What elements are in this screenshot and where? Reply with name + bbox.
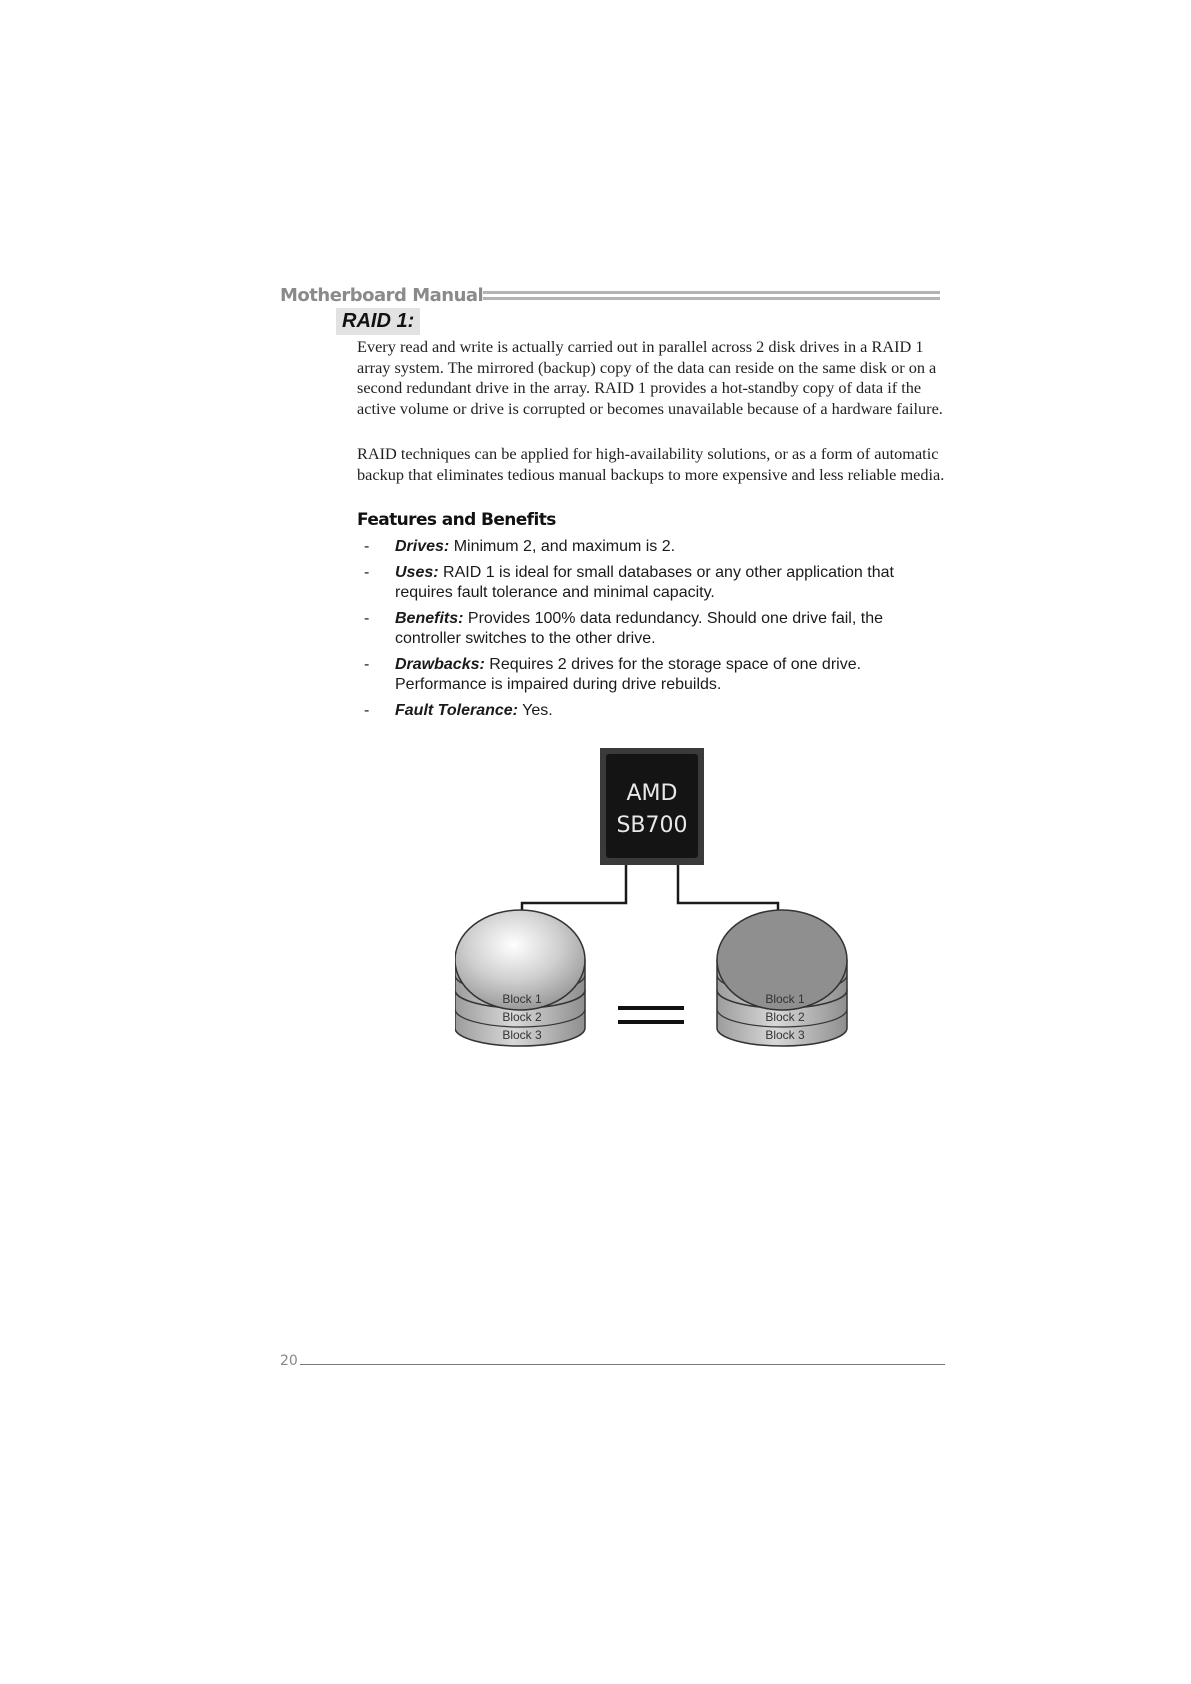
feature-item-uses: [364, 563, 944, 603]
controller-chip: [600, 748, 704, 865]
page-number: 20: [280, 1353, 298, 1369]
features-heading: Features and Benefits: [357, 510, 556, 530]
paragraph-raid-techniques: RAID techniques can be applied for high-availability solutions, or as a form of automatic backup that eliminates tedious manual backups to more expensive and less reliable media.: [357, 444, 945, 484]
feature-text: Minimum 2, and maximum is 2.: [453, 538, 676, 555]
bullet-dash: -: [364, 538, 370, 555]
manual-title: Motherboard Manual: [280, 285, 484, 306]
feature-term: Fault Tolerance:: [395, 702, 518, 719]
feature-text: Yes.: [522, 702, 553, 719]
feature-item-fault-tolerance: [364, 701, 944, 721]
header-rule: [483, 291, 940, 300]
bullet-dash: -: [364, 610, 370, 627]
feature-text: RAID 1 is ideal for small databases or any other application that requires fault tolerance and minimal capacity.: [395, 564, 894, 601]
mirror-equals-icon: [618, 1006, 684, 1024]
feature-item-benefits: [364, 609, 944, 649]
disk-primary-block-1: Block 1: [502, 992, 542, 1006]
disk-primary-block-2: Block 2: [502, 1010, 542, 1024]
chip-label-model: SB700: [616, 813, 688, 838]
footer-rule: [300, 1364, 945, 1365]
raid1-diagram: [455, 748, 875, 1078]
feature-text: Provides 100% data redundancy. Should one drive fail, the controller switches to the other drive.: [395, 610, 883, 647]
disk-mirror-block-1: Block 1: [765, 992, 805, 1006]
feature-term: Drives:: [395, 538, 450, 555]
disk-primary: [455, 910, 585, 1046]
feature-text: Requires 2 drives for the storage space of one drive. Performance is impaired during drive rebuilds.: [395, 656, 862, 693]
feature-item-drives: [364, 537, 944, 557]
feature-term: Drawbacks:: [395, 656, 485, 673]
bullet-dash: -: [364, 564, 370, 581]
page-header: [280, 285, 940, 309]
section-title: RAID 1:: [336, 308, 420, 335]
paragraph-raid1-description: Every read and write is actually carried out in parallel across 2 disk drives in a RAID 1 array system. The mirrored (backup) copy of the data can reside on the same disk or on a second redundant drive in the array. RAID 1 provides a hot-standby copy of data if the active volume or drive is corrupted or becomes unavailable because of a hardware failure.: [357, 337, 943, 418]
bullet-dash: -: [364, 702, 370, 719]
disk-mirror-block-2: Block 2: [765, 1010, 805, 1024]
chip-label-amd: AMD: [626, 781, 678, 806]
feature-item-drawbacks: [364, 655, 944, 695]
disk-mirror: [717, 910, 847, 1046]
feature-term: Benefits:: [395, 610, 464, 627]
disk-primary-block-3: Block 3: [502, 1028, 542, 1042]
disk-mirror-block-3: Block 3: [765, 1028, 805, 1042]
feature-term: Uses:: [395, 564, 439, 581]
features-list: [364, 537, 944, 727]
bullet-dash: -: [364, 656, 370, 673]
